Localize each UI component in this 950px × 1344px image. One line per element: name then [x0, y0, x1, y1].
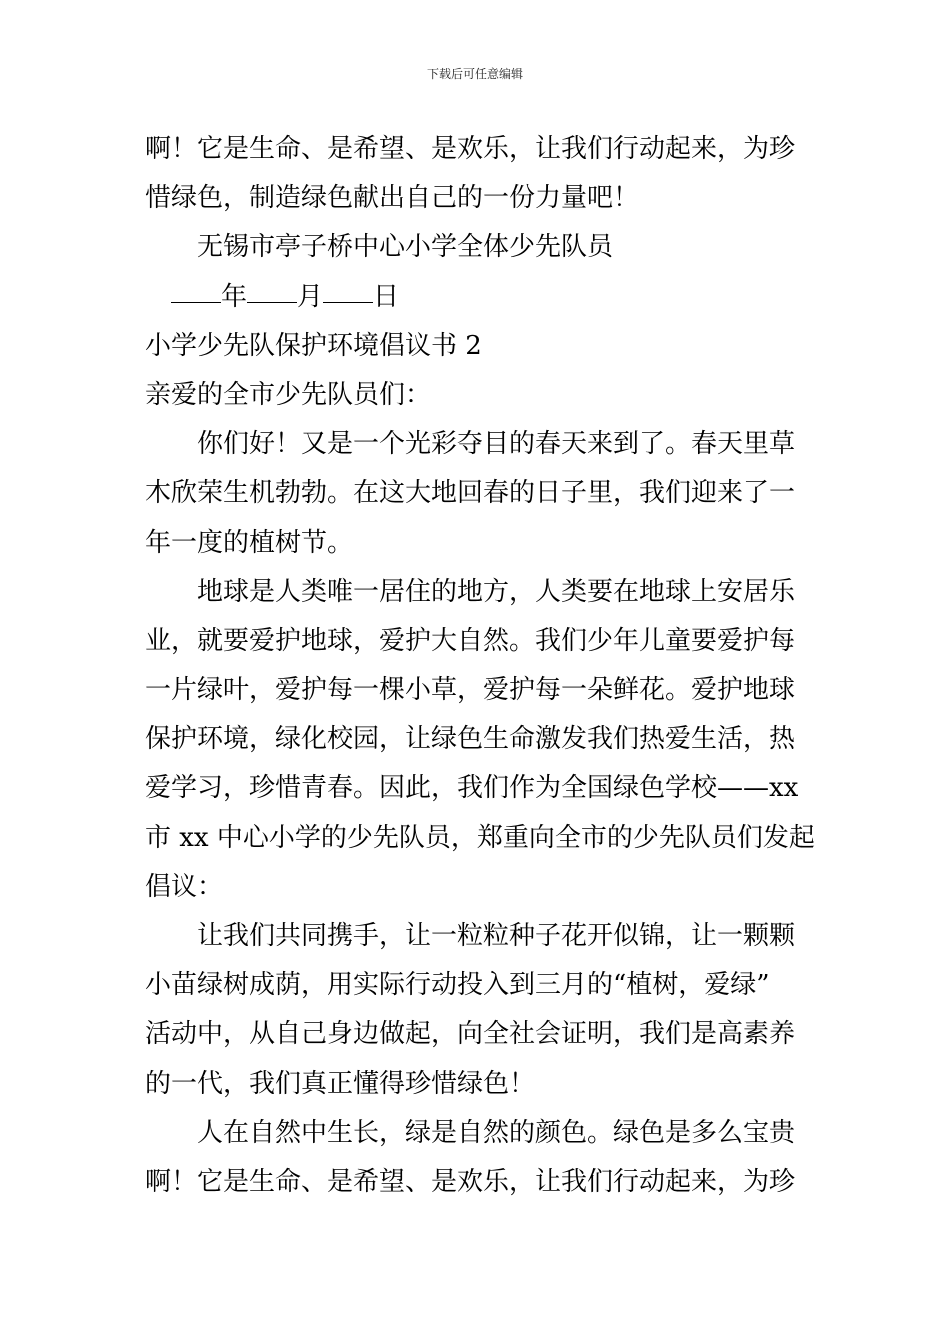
text-line: 爱学习，珍惜青春。因此，我们作为全国绿色学校——xx: [145, 773, 799, 804]
salutation: 亲爱的全市少先队员们：: [145, 379, 432, 410]
date-line: [145, 273, 810, 322]
text-line: 年一度的植树节。: [145, 527, 354, 558]
date-year-label: 年: [221, 281, 248, 312]
signature-line: 无锡市亭子桥中心小学全体少先队员: [197, 232, 614, 263]
page-header: 下载后可任意编辑: [426, 67, 523, 81]
text-line: 小苗绿树成荫，用实际行动投入到三月的“植树，爱绿”: [145, 970, 770, 1001]
document-body: [145, 125, 815, 1207]
date-blank: [171, 276, 221, 303]
text-line: 倡议：: [145, 871, 224, 902]
text-line: 保护环境，绿化校园，让绿色生命激发我们热爱生活，热: [145, 724, 796, 755]
text-line: 业，就要爱护地球，爱护大自然。我们少年儿童要爱护每: [145, 625, 796, 656]
text-line: 啊！它是生命、是希望、是欢乐，让我们行动起来，为珍: [145, 134, 796, 164]
date-blank: [323, 276, 373, 303]
text-line: 一片绿叶，爱护每一棵小草，爱护每一朵鲜花。爱护地球: [145, 675, 796, 706]
date-blank: [247, 276, 297, 303]
text-line: 的一代，我们真正懂得珍惜绿色！: [145, 1068, 536, 1099]
text-line: 惜绿色，制造绿色献出自己的一份力量吧！: [145, 183, 640, 214]
text-line: 人在自然中生长，绿是自然的颜色。绿色是多么宝贵: [197, 1117, 796, 1148]
date-day-label: 日: [373, 281, 400, 312]
section-title: 小学少先队保护环境倡议书 2: [145, 330, 482, 361]
text-line: 让我们共同携手，让一粒粒种子花开似锦，让一颗颗: [197, 921, 796, 951]
text-line: 你们好！又是一个光彩夺目的春天来到了。春天里草: [197, 429, 796, 460]
date-month-label: 月: [297, 281, 324, 312]
text-line: 啊！它是生命、是希望、是欢乐，让我们行动起来，为珍: [145, 1166, 796, 1197]
text-line: 地球是人类唯一居住的地方，人类要在地球上安居乐: [197, 576, 796, 607]
text-line: 市 xx 中心小学的少先队员，郑重向全市的少先队员们发起: [145, 822, 815, 853]
text-line: 活动中，从自己身边做起，向全社会证明，我们是高素养: [145, 1019, 796, 1050]
text-line: 木欣荣生机勃勃。在这大地回春的日子里，我们迎来了一: [145, 478, 796, 509]
